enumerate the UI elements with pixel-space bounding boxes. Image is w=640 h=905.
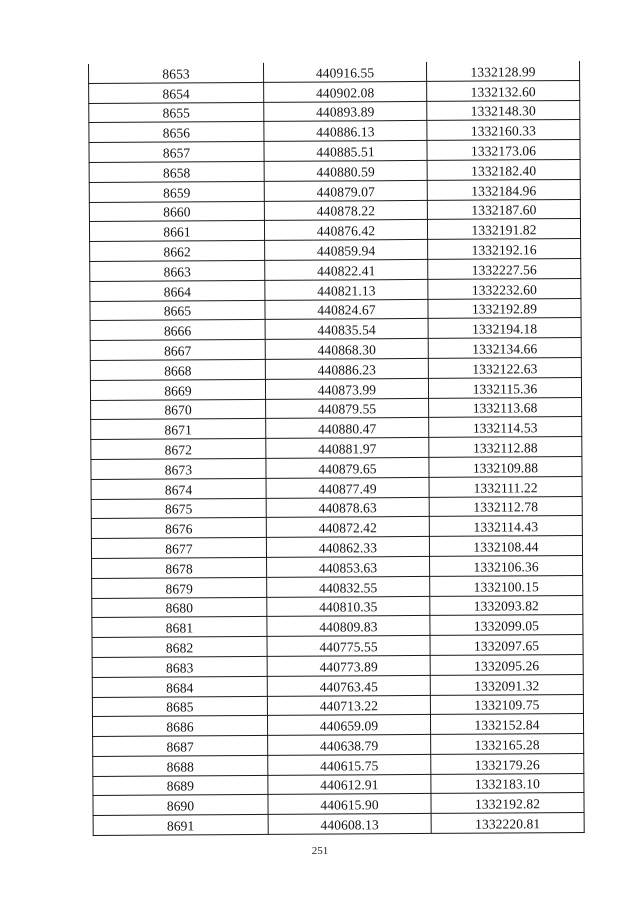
cell-text: 8656 — [162, 125, 191, 141]
point-id-cell — [89, 102, 264, 123]
cell-text: 440615.75 — [320, 757, 379, 774]
cell-text: 1332191.82 — [471, 222, 537, 238]
y-coordinate-cell — [429, 476, 582, 497]
point-id-cell — [92, 676, 267, 697]
cell-text: 440881.97 — [318, 441, 377, 457]
cell-text: 1332192.82 — [474, 796, 541, 812]
point-id-cell — [92, 696, 267, 717]
cell-text: 440810.35 — [319, 599, 378, 615]
cell-text: 440877.49 — [318, 480, 377, 497]
cell-text: 8685 — [166, 699, 194, 715]
y-coordinate-cell — [431, 793, 584, 814]
cell-text: 440835.54 — [317, 322, 376, 338]
table-row — [93, 753, 584, 776]
x-coordinate-cell — [266, 418, 429, 439]
cell-text: 1332227.56 — [471, 262, 537, 278]
cell-text: 440809.83 — [319, 619, 378, 635]
table-row — [92, 615, 583, 638]
cell-text: 1332184.96 — [471, 182, 537, 199]
table-row — [90, 318, 581, 341]
table-row — [89, 199, 580, 222]
point-id-cell — [91, 439, 266, 460]
cell-text: 8679 — [165, 580, 193, 597]
cell-text: 8687 — [166, 739, 194, 755]
table-row — [91, 397, 582, 420]
cell-text: 8655 — [162, 105, 191, 121]
cell-text: 8684 — [166, 679, 194, 696]
coordinate-table-body — [88, 61, 584, 836]
cell-text: 1332114.43 — [473, 519, 539, 535]
table-row — [89, 219, 580, 242]
point-id-cell — [90, 260, 265, 281]
cell-text: 440886.23 — [317, 361, 377, 378]
x-coordinate-cell — [265, 378, 428, 399]
x-coordinate-cell — [266, 497, 429, 518]
cell-text: 8667 — [164, 343, 192, 359]
x-coordinate-cell — [264, 180, 427, 201]
cell-text: 1332091.32 — [474, 677, 540, 694]
x-coordinate-cell — [267, 556, 430, 577]
y-coordinate-cell — [427, 120, 580, 141]
table-row — [88, 61, 579, 83]
x-coordinate-cell — [267, 636, 430, 657]
table-row — [92, 635, 583, 658]
x-coordinate-cell — [267, 616, 430, 637]
point-id-cell — [89, 181, 264, 202]
cell-text: 1332112.78 — [473, 499, 539, 515]
cell-text: 440872.42 — [318, 520, 378, 536]
point-id-cell — [91, 518, 266, 539]
x-coordinate-cell — [266, 477, 429, 498]
y-coordinate-cell — [429, 437, 582, 458]
cell-text: 440876.42 — [316, 223, 376, 239]
table-row — [91, 456, 582, 479]
x-coordinate-cell — [265, 358, 428, 379]
table-row — [90, 239, 581, 262]
cell-text: 1332134.66 — [472, 341, 538, 357]
cell-text: 440824.67 — [317, 302, 376, 318]
y-coordinate-cell — [429, 536, 582, 557]
cell-text: 1332108.44 — [473, 539, 539, 555]
cell-text: 8664 — [163, 283, 192, 300]
table-row — [92, 555, 583, 578]
x-coordinate-cell — [264, 200, 427, 221]
table-row — [93, 813, 584, 836]
table-row — [90, 278, 581, 301]
cell-text: 1332192.89 — [471, 301, 538, 318]
point-id-cell — [93, 815, 268, 836]
y-coordinate-cell — [430, 694, 583, 715]
table-row — [93, 773, 584, 796]
cell-text: 440859.94 — [316, 243, 376, 259]
point-id-cell — [91, 478, 266, 499]
x-coordinate-cell — [265, 259, 428, 280]
y-coordinate-cell — [430, 615, 583, 636]
cell-text: 440822.41 — [317, 263, 376, 279]
y-coordinate-cell — [430, 714, 583, 735]
x-coordinate-cell — [264, 220, 427, 241]
table-row — [93, 793, 584, 816]
cell-text: 440880.59 — [316, 164, 375, 180]
point-id-cell — [92, 597, 267, 618]
y-coordinate-cell — [430, 555, 583, 576]
point-id-cell — [91, 419, 266, 440]
cell-text: 440885.51 — [316, 144, 375, 160]
cell-text: 1332109.75 — [474, 697, 540, 713]
table-row — [91, 496, 582, 519]
x-coordinate-cell — [263, 62, 426, 82]
cell-text: 8666 — [163, 323, 192, 339]
y-coordinate-cell — [431, 813, 584, 834]
coordinate-table-wrapper — [88, 61, 581, 836]
cell-text: 8670 — [164, 402, 192, 418]
cell-text: 8674 — [164, 481, 193, 498]
table-row — [89, 80, 580, 103]
y-coordinate-cell — [427, 219, 580, 240]
cell-text: 440878.22 — [316, 203, 376, 219]
y-coordinate-cell — [428, 258, 581, 279]
point-id-cell — [89, 122, 264, 143]
table-row — [91, 536, 582, 559]
y-coordinate-cell — [426, 61, 579, 81]
point-id-cell — [90, 340, 265, 361]
y-coordinate-cell — [429, 456, 582, 477]
cell-text: 1332152.84 — [474, 717, 540, 733]
x-coordinate-cell — [265, 240, 428, 261]
point-id-cell — [90, 280, 265, 301]
y-coordinate-cell — [429, 496, 582, 517]
page-number: 251 — [311, 845, 329, 857]
cell-text: 8675 — [164, 501, 193, 517]
cell-text: 1332099.05 — [473, 618, 540, 634]
cell-text: 440862.33 — [318, 540, 378, 556]
cell-text: 440916.55 — [315, 65, 375, 81]
cell-text: 8669 — [164, 382, 192, 399]
x-coordinate-cell — [268, 794, 431, 815]
y-coordinate-cell — [428, 357, 581, 378]
y-coordinate-cell — [428, 338, 581, 359]
cell-text: 440868.30 — [317, 342, 376, 358]
point-id-cell — [89, 142, 264, 163]
cell-text: 8688 — [166, 759, 195, 775]
cell-text: 1332106.36 — [473, 558, 539, 575]
cell-text: 440713.22 — [319, 698, 379, 714]
cell-text: 1332114.53 — [472, 420, 538, 436]
x-coordinate-cell — [264, 81, 427, 102]
point-id-cell — [92, 637, 267, 658]
y-coordinate-cell — [427, 199, 580, 220]
cell-text: 440880.47 — [318, 421, 377, 437]
cell-text: 8691 — [166, 818, 195, 834]
y-coordinate-cell — [427, 80, 580, 101]
cell-text: 440902.08 — [315, 84, 375, 101]
table-row — [93, 734, 584, 757]
cell-text: 1332132.60 — [470, 83, 536, 100]
table-row — [89, 100, 580, 123]
cell-text: 8672 — [164, 442, 193, 458]
point-id-cell — [90, 379, 265, 400]
cell-text: 1332128.99 — [470, 64, 536, 80]
cell-text: 8663 — [163, 264, 192, 280]
cell-text: 8677 — [165, 541, 193, 557]
point-id-cell — [92, 557, 267, 578]
cell-text: 8657 — [162, 145, 191, 161]
x-coordinate-cell — [265, 299, 428, 320]
cell-text: 1332194.18 — [472, 321, 538, 337]
y-coordinate-cell — [428, 278, 581, 299]
table-row — [90, 338, 581, 361]
table-row — [91, 476, 582, 499]
cell-text: 1332192.16 — [471, 242, 537, 258]
x-coordinate-cell — [265, 339, 428, 360]
table-row — [91, 437, 582, 460]
y-coordinate-cell — [429, 417, 582, 438]
point-id-cell — [91, 538, 266, 559]
y-coordinate-cell — [431, 773, 584, 794]
cell-text: 8678 — [165, 561, 193, 577]
point-id-cell — [89, 221, 264, 242]
x-coordinate-cell — [268, 814, 431, 835]
y-coordinate-cell — [430, 674, 583, 695]
cell-text: 440886.13 — [316, 124, 375, 140]
point-id-cell — [90, 359, 265, 380]
cell-text: 8661 — [163, 224, 191, 240]
coordinate-table — [88, 61, 585, 836]
x-coordinate-cell — [268, 735, 431, 756]
y-coordinate-cell — [429, 516, 582, 537]
y-coordinate-cell — [430, 575, 583, 596]
cell-text: 1332109.88 — [472, 459, 539, 476]
cell-text: 440638.79 — [319, 738, 379, 754]
table-row — [90, 377, 581, 400]
cell-text: 440879.07 — [316, 183, 375, 200]
cell-text: 8690 — [166, 798, 195, 814]
table-row — [90, 298, 581, 321]
point-id-cell — [93, 795, 268, 816]
point-id-cell — [93, 736, 268, 757]
x-coordinate-cell — [264, 160, 427, 181]
table-row — [90, 357, 581, 380]
table-row — [92, 714, 583, 737]
cell-text: 8662 — [163, 244, 191, 260]
cell-text: 1332093.82 — [473, 598, 539, 614]
cell-text: 440763.45 — [319, 678, 378, 695]
y-coordinate-cell — [427, 159, 580, 180]
cell-text: 1332183.10 — [474, 776, 541, 793]
cell-text: 1332148.30 — [470, 103, 536, 120]
cell-text: 1332100.15 — [473, 578, 539, 595]
y-coordinate-cell — [431, 753, 584, 774]
cell-text: 1332179.26 — [474, 756, 540, 773]
x-coordinate-cell — [268, 754, 431, 775]
table-row — [89, 159, 580, 182]
x-coordinate-cell — [267, 655, 430, 676]
cell-text: 440832.55 — [319, 579, 378, 596]
cell-text: 1332220.81 — [475, 816, 541, 832]
point-id-cell — [91, 458, 266, 479]
point-id-cell — [90, 241, 265, 262]
table-row — [89, 120, 580, 143]
x-coordinate-cell — [265, 279, 428, 300]
cell-text: 1332111.22 — [473, 479, 538, 496]
cell-text: 440879.65 — [318, 460, 377, 477]
x-coordinate-cell — [267, 596, 430, 617]
cell-text: 1332115.36 — [472, 380, 538, 397]
x-coordinate-cell — [264, 101, 427, 122]
x-coordinate-cell — [266, 517, 429, 538]
x-coordinate-cell — [268, 774, 431, 795]
point-id-cell — [90, 300, 265, 321]
y-coordinate-cell — [430, 654, 583, 675]
cell-text: 1332187.60 — [471, 202, 537, 219]
x-coordinate-cell — [265, 319, 428, 340]
cell-text: 440612.91 — [320, 777, 379, 794]
point-id-cell — [90, 320, 265, 341]
x-coordinate-cell — [266, 398, 429, 419]
table-row — [90, 258, 581, 281]
point-id-cell — [89, 161, 264, 182]
cell-text: 440659.09 — [319, 718, 379, 734]
cell-text: 8660 — [163, 204, 191, 220]
point-id-cell — [88, 63, 263, 83]
cell-text: 1332113.68 — [472, 400, 538, 416]
cell-text: 8686 — [166, 719, 194, 735]
cell-text: 1332232.60 — [471, 281, 537, 298]
cell-text: 440608.13 — [320, 817, 379, 833]
cell-text: 1332165.28 — [474, 737, 540, 753]
cell-text: 8683 — [165, 660, 194, 676]
point-id-cell — [91, 399, 266, 420]
cell-text: 8681 — [165, 620, 194, 636]
table-row — [91, 417, 582, 440]
cell-text: 8689 — [166, 778, 195, 795]
y-coordinate-cell — [428, 318, 581, 339]
x-coordinate-cell — [267, 675, 430, 696]
y-coordinate-cell — [427, 100, 580, 121]
x-coordinate-cell — [266, 438, 429, 459]
y-coordinate-cell — [428, 239, 581, 260]
table-row — [92, 595, 583, 618]
cell-text: 8654 — [162, 85, 190, 102]
point-id-cell — [93, 755, 268, 776]
y-coordinate-cell — [431, 734, 584, 755]
y-coordinate-cell — [427, 140, 580, 161]
point-id-cell — [91, 498, 266, 519]
y-coordinate-cell — [428, 298, 581, 319]
point-id-cell — [92, 617, 267, 638]
point-id-cell — [89, 201, 264, 222]
cell-text: 8680 — [165, 600, 194, 616]
point-id-cell — [92, 656, 267, 677]
cell-text: 8676 — [165, 521, 193, 537]
cell-text: 440878.63 — [318, 500, 377, 516]
x-coordinate-cell — [266, 537, 429, 558]
table-row — [92, 654, 583, 677]
cell-text: 440873.99 — [317, 381, 377, 398]
cell-text: 1332160.33 — [470, 123, 537, 139]
cell-text: 440821.13 — [317, 282, 376, 299]
y-coordinate-cell — [429, 397, 582, 418]
table-row — [91, 516, 582, 539]
y-coordinate-cell — [430, 635, 583, 656]
cell-text: 8658 — [162, 165, 191, 181]
x-coordinate-cell — [266, 457, 429, 478]
x-coordinate-cell — [267, 715, 430, 736]
table-row — [92, 694, 583, 717]
y-coordinate-cell — [428, 377, 581, 398]
cell-text: 8673 — [164, 462, 193, 478]
cell-text: 8668 — [164, 363, 192, 379]
cell-text: 440853.63 — [318, 559, 378, 576]
cell-text: 440773.89 — [319, 658, 378, 675]
cell-text: 1332097.65 — [473, 638, 540, 654]
point-id-cell — [89, 82, 264, 103]
cell-text: 8665 — [163, 303, 192, 319]
table-row — [92, 674, 583, 697]
cell-text: 8653 — [162, 66, 190, 82]
cell-text: 1332112.88 — [472, 440, 538, 456]
cell-text: 1332095.26 — [474, 657, 540, 674]
x-coordinate-cell — [264, 141, 427, 162]
cell-text: 8682 — [165, 640, 194, 656]
table-row — [89, 140, 580, 163]
cell-text: 440775.55 — [319, 639, 378, 655]
table-row — [92, 575, 583, 598]
x-coordinate-cell — [267, 695, 430, 716]
cell-text: 8671 — [164, 422, 192, 438]
cell-text: 440615.90 — [320, 797, 379, 813]
y-coordinate-cell — [430, 595, 583, 616]
y-coordinate-cell — [427, 179, 580, 200]
cell-text: 1332122.63 — [472, 361, 538, 377]
x-coordinate-cell — [267, 576, 430, 597]
table-row — [89, 179, 580, 202]
cell-text: 440893.89 — [316, 104, 375, 120]
cell-text: 440879.55 — [317, 401, 377, 417]
cell-text: 1332182.40 — [471, 163, 537, 179]
point-id-cell — [92, 577, 267, 598]
cell-text: 8659 — [163, 184, 191, 201]
point-id-cell — [92, 716, 267, 737]
x-coordinate-cell — [264, 121, 427, 142]
point-id-cell — [93, 775, 268, 796]
cell-text: 1332173.06 — [470, 143, 537, 159]
